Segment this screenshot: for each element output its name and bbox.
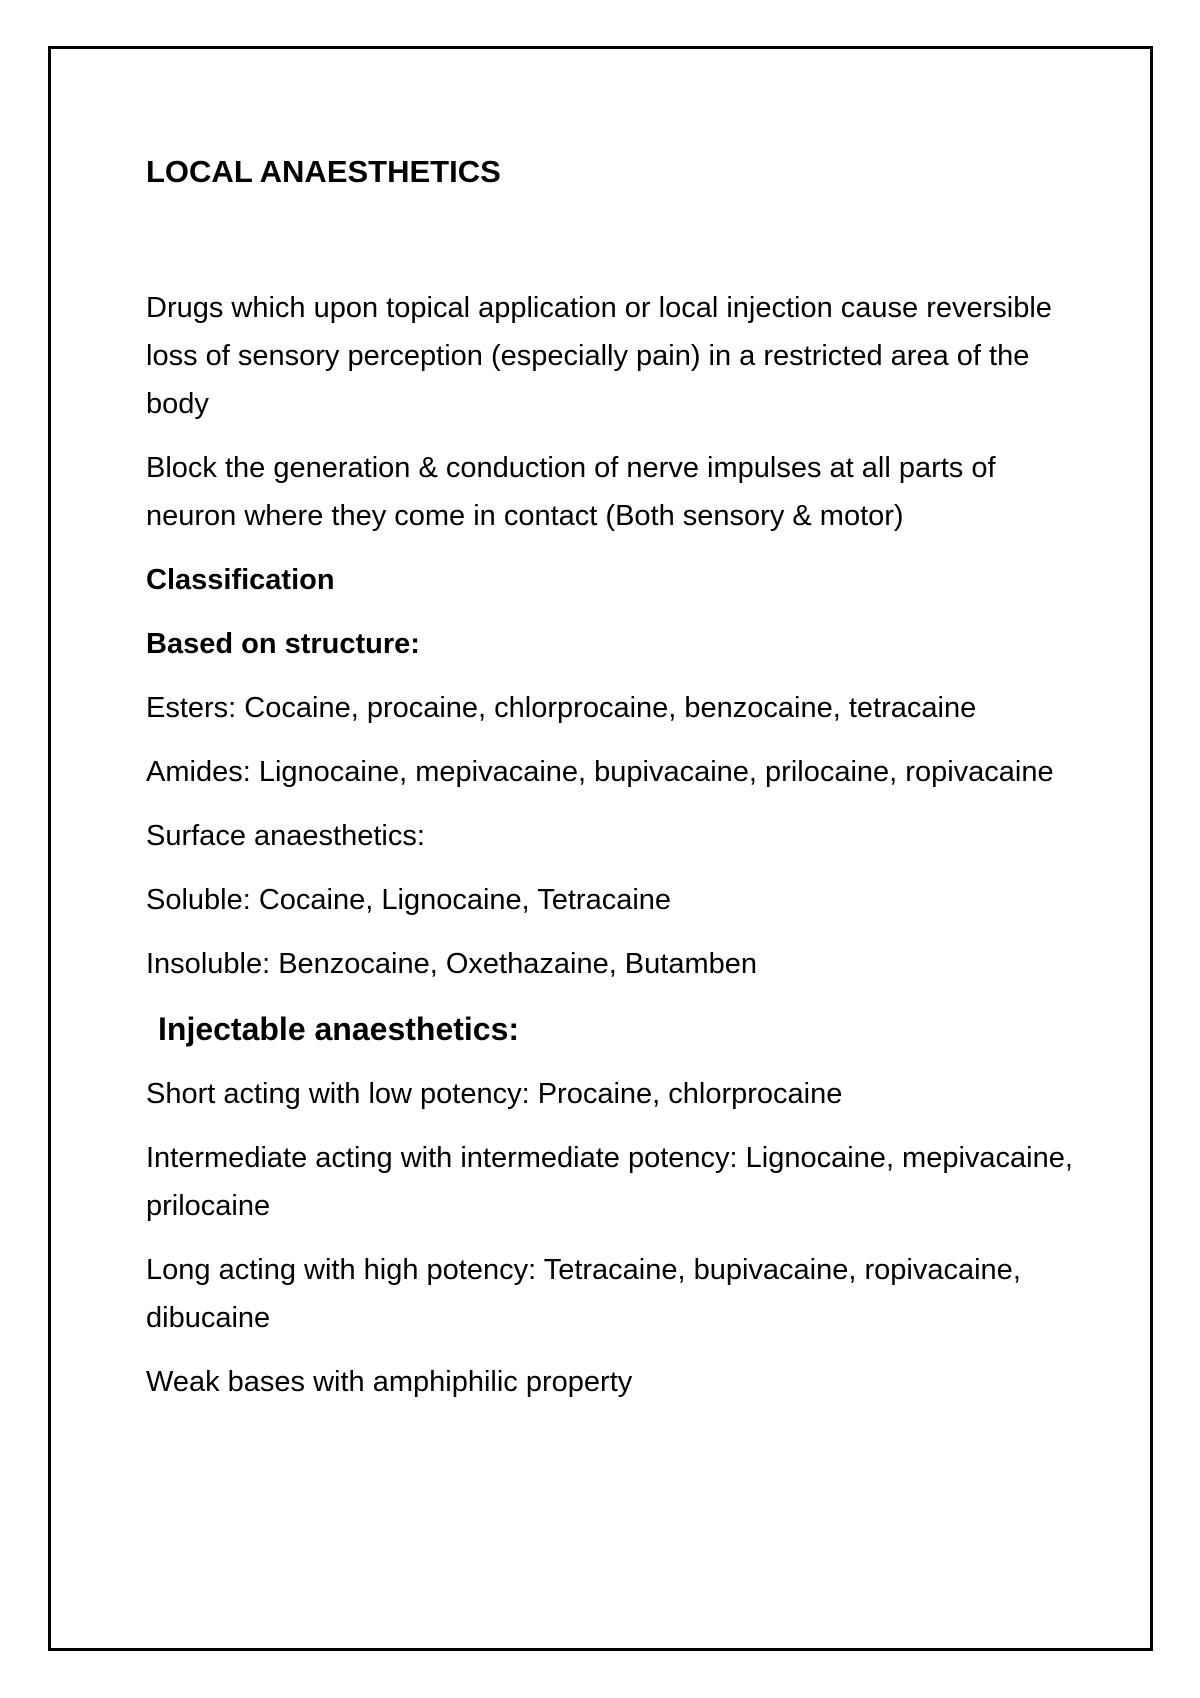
definition-paragraph: Drugs which upon topical application or local injection cause reversible loss of sensory perception (especially pain) in a restricted area of the body: [146, 292, 1052, 420]
property-paragraph: Weak bases with amphiphilic property: [146, 1366, 633, 1398]
injectable-heading: Injectable anaesthetics:: [158, 1011, 520, 1047]
document-body: [146, 148, 1076, 1422]
intermediate-acting-paragraph: Intermediate acting with intermediate potency: Lignocaine, mepivacaine, prilocaine: [146, 1142, 1073, 1222]
structure-heading: Based on structure:: [146, 628, 420, 660]
short-acting-paragraph: Short acting with low potency: Procaine, chlorprocaine: [146, 1078, 843, 1110]
esters-paragraph: Esters: Cocaine, procaine, chlorprocaine, benzocaine, tetracaine: [146, 692, 977, 724]
soluble-paragraph: Soluble: Cocaine, Lignocaine, Tetracaine: [146, 884, 672, 916]
classification-heading: Classification: [146, 564, 335, 596]
surface-anaesthetics-label: Surface anaesthetics:: [146, 820, 425, 852]
mechanism-paragraph: Block the generation & conduction of nerve impulses at all parts of neuron where they come in contact (Both sensory & motor): [146, 452, 996, 532]
long-acting-paragraph: Long acting with high potency: Tetracaine, bupivacaine, ropivacaine, dibucaine: [146, 1254, 1021, 1334]
amides-paragraph: Amides: Lignocaine, mepivacaine, bupivacaine, prilocaine, ropivacaine: [146, 756, 1054, 788]
document-title: LOCAL ANAESTHETICS: [146, 154, 501, 189]
insoluble-paragraph: Insoluble: Benzocaine, Oxethazaine, Butamben: [146, 948, 758, 980]
